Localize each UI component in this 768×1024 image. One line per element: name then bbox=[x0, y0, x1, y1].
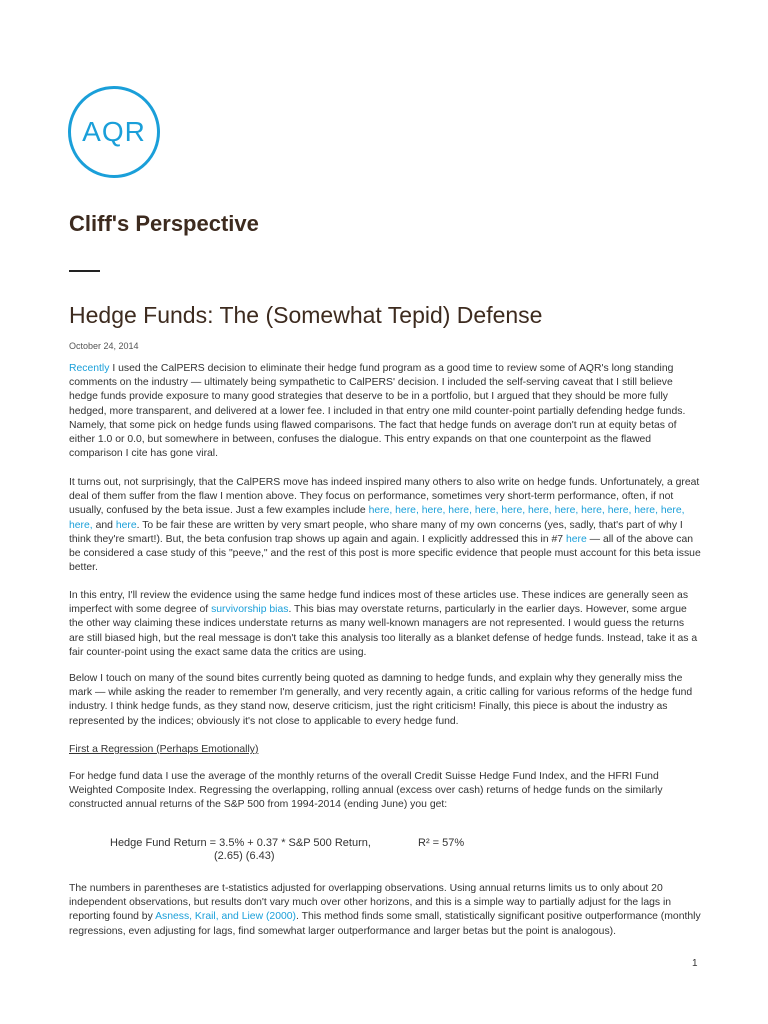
paragraph-2-text-b: . To be fair these are written by very smart people, who share many of my own concerns (yes, sadly, that's part of why I think they're smart!). But, the beta confusion trap shows up again and again. I explicitly addressed this in #7 bbox=[69, 519, 683, 545]
paragraph-2-text-a: It turns out, not surprisingly, that the CalPERS move has indeed inspired many others to also write on hedge funds. Unfortunately, a great deal of them suffer from the flaw I mention above. They focus on performance, sometimes very short-term performance, often, if not usually, confused by the beta issue. Just a few examples include bbox=[69, 477, 700, 517]
paragraph-3-text-a: In this entry, I'll review the evidence using the same hedge fund indices most of these articles use. These indices are generally seen as imperfect with some degree of bbox=[69, 590, 689, 616]
post-date: October 24, 2014 bbox=[69, 341, 139, 351]
examples-links-b[interactable]: here, here, bbox=[69, 505, 685, 531]
paragraph-4: Below I touch on many of the sound bites currently being quoted as damning to hedge funds, and explain why they generally miss the mark — while asking the reader to remember I'm generally, and very recently again, a critic calling for various reforms of the hedge fund industry. I think hedge funds, as they stand now, deserve criticism, just the right criticism! Finally, this piece is about the industry as represented by the indices; obviously it's not close to applicable to every hedge fund. bbox=[69, 673, 693, 727]
paragraph-6 bbox=[69, 882, 701, 939]
paragraph-2-text-c: — all of the above can be considered a case study of this "peeve," and the rest of this post is more specific evidence that people must account for this beta issue better. bbox=[69, 533, 701, 574]
survivorship-bias-link[interactable]: survivorship bias bbox=[211, 604, 289, 616]
paragraph-5: For hedge fund data I use the average of the monthly returns of the overall Credit Suisse Hedge Fund Index, and the HFRI Fund Weighted Composite Index. Regressing the overlapping, rolling annual (excess over cash) returns of hedge funds on the similarly constructed annual returns of the S&P 500 from 1994-2014 (ending June) you get: bbox=[69, 771, 663, 811]
asness-krail-liew-link[interactable]: Asness, Krail, and Liew (2000) bbox=[155, 911, 297, 923]
regression-equation bbox=[110, 837, 465, 863]
paragraph-1-text: I used the CalPERS decision to eliminate their hedge fund program as a good time to review some of AQR's long standing comments on the industry — ultimately being sympathetic to CalPERS' decision. I included the self-serving caveat that I still believe hedge funds provide exposure to many good strategies that deserve to be in a portfolio, but I argued that they should be more fully hedged, more transparent, and delivered at a lower fee. I included in that entry one mild counter-point partially defending hedge funds. Namely, that some pick on hedge funds using flawed comparisons. The fact that hedge funds on average don't run at equity betas of either 1.0 or 0.0, but somewhere in between, confuses the dialogue. This entry expands on that one counterpoint as the flawed comparison I cite has gone viral. bbox=[69, 363, 686, 460]
subheading-regression: First a Regression (Perhaps Emotionally) bbox=[69, 744, 259, 755]
paragraph-1 bbox=[69, 362, 701, 461]
paragraph-2-and: and bbox=[92, 519, 116, 531]
title-divider bbox=[69, 270, 100, 272]
example-link-last[interactable]: here bbox=[115, 519, 137, 531]
post-title: Hedge Funds: The (Somewhat Tepid) Defense bbox=[69, 302, 543, 328]
logo-text: AQR bbox=[82, 116, 146, 147]
equation-r-squared: R² = 57% bbox=[418, 837, 465, 849]
paragraph-2 bbox=[69, 476, 701, 575]
equation-t-stats: (2.65) (6.43) bbox=[214, 850, 275, 862]
aqr-logo bbox=[68, 86, 160, 178]
peeve-7-link[interactable]: here bbox=[565, 533, 587, 545]
paragraph-3-text-b: . This bias may overstate returns, particularly in the earlier days. However, some argue the other way claiming these indices understate returns as many well-known managers are not represented. I would guess the returns are still biased high, but the real message is don't take this analysis too literally as a blanket defense of hedge funds. Instead, take it as a fair counter-point using the exact same data the critics are using. bbox=[69, 604, 698, 658]
page-number: 1 bbox=[692, 958, 698, 969]
examples-links-a[interactable]: here, here, here, here, here, here, here, here, here, here, here, bbox=[368, 505, 658, 517]
section-title: Cliff's Perspective bbox=[69, 211, 259, 236]
paragraph-6-text-a: The numbers in parentheses are t-statistics adjusted for overlapping observations. Using annual returns limits us to only about 20 independent observations, but results don't vary much over other horizons, and this is a simple way to partially adjust for the lags in reporting found by bbox=[69, 883, 672, 923]
paragraph-6-text-b: . This method finds some small, statistically significant positive outperformance (monthly regressions, even adjusting for lags, find somewhat larger outperformance and larger betas but the point is analogous). bbox=[69, 911, 701, 937]
recently-link[interactable]: Recently bbox=[69, 363, 110, 374]
equation-formula: Hedge Fund Return = 3.5% + 0.37 * S&P 500 Return, bbox=[110, 837, 371, 849]
paragraph-3 bbox=[69, 589, 701, 660]
